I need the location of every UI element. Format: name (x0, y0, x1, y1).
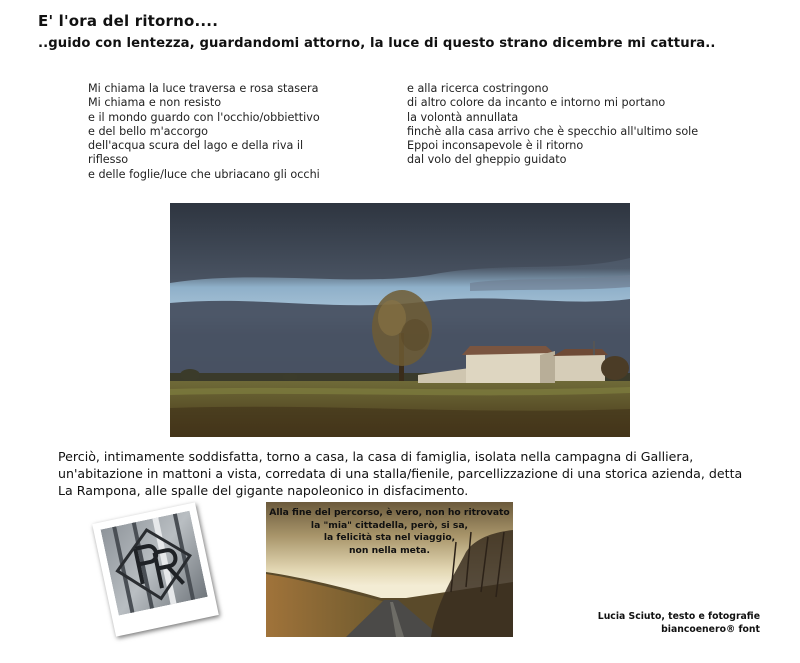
story-paragraph: Perciò, intimamente soddisfatta, torno a casa, la casa di famiglia, isolata nella campagna di Galliera, un'abitazione in mattoni a vista, corredata di una stalla/fienile, parcellizzazione di una storica azienda, detta La Rampona, alle spalle del gigante napoleonico in disfacimento. (58, 449, 743, 498)
quote-line: non nella meta. (349, 544, 430, 556)
poem-line: riflesso (88, 153, 129, 167)
poem-line: dal volo del gheppio guidato (407, 153, 567, 167)
poem-right-column (407, 82, 757, 168)
poem-left-column (88, 82, 388, 182)
page-subtitle: ..guido con lentezza, guardandomi attorno, la luce di questo strano dicembre mi cattura.. (38, 36, 716, 51)
poem-line: finchè alla casa arrivo che è specchio all'ultimo sole (407, 124, 699, 138)
credits (598, 610, 760, 636)
page-title: E' l'ora del ritorno.... (38, 12, 219, 30)
quote-line: la "mia" cittadella, però, si sa, (310, 519, 469, 531)
quote-line: Alla fine del percorso, è vero, non ho ritrovato (269, 507, 510, 518)
poem-line: e delle foglie/luce che ubriacano gli occhi (88, 167, 320, 181)
country-road-photo (266, 502, 513, 637)
poem-line: dell'acqua scura del lago e della riva il (88, 139, 304, 153)
polaroid-photo (92, 502, 219, 636)
farmhouse-landscape-photo (170, 203, 630, 437)
quote-line: la felicità sta nel viaggio, (323, 532, 456, 543)
poem-line: e alla ricerca costringono (407, 82, 549, 95)
poem-line: di altro colore da incanto e intorno mi portano (407, 96, 666, 110)
road-quote (266, 507, 513, 557)
poem-line: Mi chiama e non resisto (88, 96, 222, 110)
poem-line: Eppoi inconsapevole è il ritorno (407, 139, 584, 153)
poem-line: e il mondo guardo con l'occhio/obbiettivo (88, 110, 320, 124)
pr-monogram-logo (100, 511, 207, 616)
font-credit: biancoenero® font (661, 624, 760, 635)
author-credit: Lucia Sciuto, testo e fotografie (597, 611, 760, 622)
farmhouse-landscape-image (170, 203, 630, 437)
poem-line: e del bello m'accorgo (88, 124, 209, 138)
poem-line: la volontà annullata (407, 110, 519, 124)
poem-line: Mi chiama la luce traversa e rosa stasera (88, 82, 319, 95)
